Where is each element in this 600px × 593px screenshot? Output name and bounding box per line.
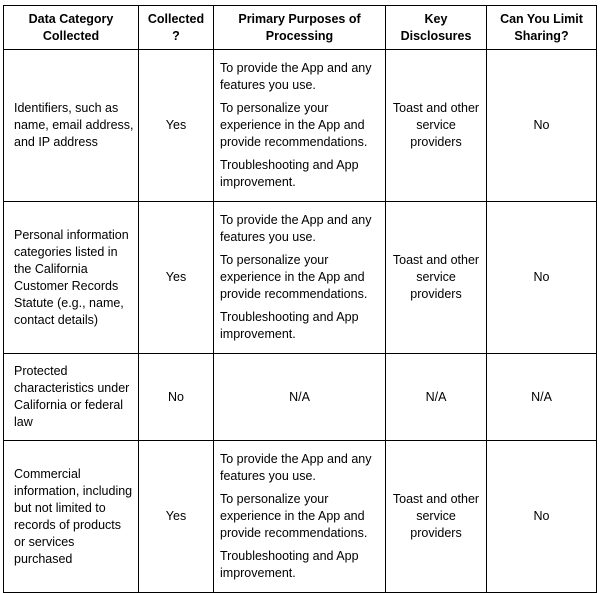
purpose-item: Troubleshooting and App improvement. <box>220 158 359 189</box>
table-row <box>4 50 597 202</box>
header-collected: Collected ? <box>139 6 214 50</box>
purpose-item: To personalize your experience in the App and provide recommendations. <box>220 492 368 540</box>
cell-category: Personal information categories listed in the California Customer Records Statute (e.g., name, contact details) <box>4 202 139 354</box>
purpose-item: To personalize your experience in the App and provide recommendations. <box>220 101 368 149</box>
cell-limit-sharing: No <box>487 441 597 593</box>
purpose-item: To provide the App and any features you use. <box>220 452 372 483</box>
cell-category: Identifiers, such as name, email address, and IP address <box>4 50 139 202</box>
cell-disclosures: N/A <box>386 354 487 441</box>
cell-category: Protected characteristics under California or federal law <box>4 354 139 441</box>
privacy-data-table <box>3 5 597 593</box>
cell-collected: Yes <box>139 202 214 354</box>
purpose-item: Troubleshooting and App improvement. <box>220 549 359 580</box>
cell-limit-sharing: No <box>487 202 597 354</box>
table-row <box>4 202 597 354</box>
purpose-item: To provide the App and any features you use. <box>220 61 372 92</box>
purpose-item: To personalize your experience in the App and provide recommendations. <box>220 253 368 301</box>
table-row <box>4 441 597 593</box>
cell-disclosures: Toast and other service providers <box>386 50 487 202</box>
cell-purposes <box>214 50 386 202</box>
cell-collected: No <box>139 354 214 441</box>
cell-limit-sharing: N/A <box>487 354 597 441</box>
cell-category: Commercial information, including but not limited to records of products or services purchased <box>4 441 139 593</box>
table-header-row <box>4 6 597 50</box>
purpose-item: Troubleshooting and App improvement. <box>220 310 359 341</box>
table-row <box>4 354 597 441</box>
cell-disclosures: Toast and other service providers <box>386 441 487 593</box>
purpose-item: To provide the App and any features you use. <box>220 213 372 244</box>
cell-purposes <box>214 441 386 593</box>
cell-purposes <box>214 202 386 354</box>
header-limit-sharing: Can You Limit Sharing? <box>487 6 597 50</box>
header-data-category: Data Category Collected <box>4 6 139 50</box>
cell-purposes: N/A <box>214 354 386 441</box>
header-key-disclosures: Key Disclosures <box>386 6 487 50</box>
header-primary-purposes: Primary Purposes of Processing <box>214 6 386 50</box>
cell-limit-sharing: No <box>487 50 597 202</box>
cell-collected: Yes <box>139 50 214 202</box>
privacy-table-container <box>3 5 597 593</box>
cell-collected: Yes <box>139 441 214 593</box>
cell-disclosures: Toast and other service providers <box>386 202 487 354</box>
